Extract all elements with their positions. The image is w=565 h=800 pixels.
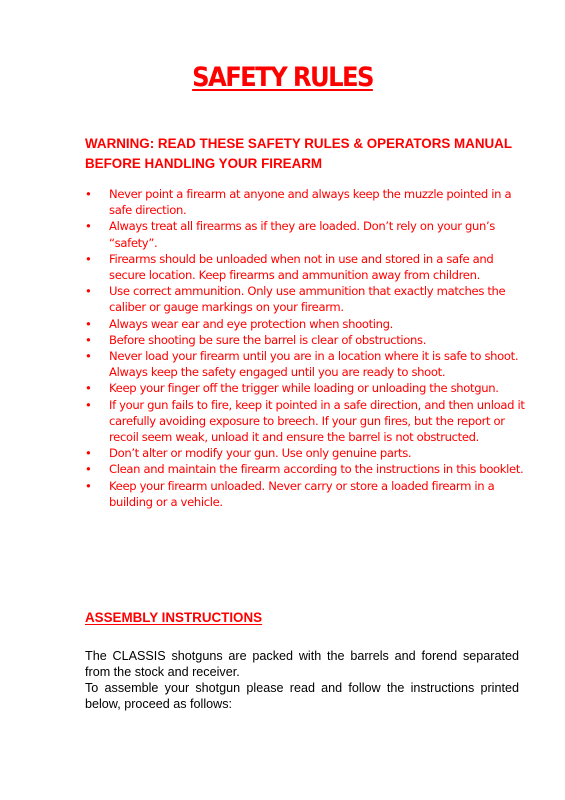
bullet-icon: • <box>85 446 92 461</box>
safety-rule-item <box>85 348 525 380</box>
safety-rule-text: Firearms should be unloaded when not in use and stored in a safe and secure location. Keep firearms and ammunition away from children. <box>109 251 494 283</box>
safety-rules-list <box>85 186 525 510</box>
bullet-icon: • <box>85 349 92 364</box>
warning-text: WARNING: READ THESE SAFETY RULES & OPERATORS MANUAL BEFORE HANDLING YOUR FIREARM <box>85 136 512 171</box>
safety-rule-item <box>85 218 525 250</box>
safety-rule-item <box>85 251 525 283</box>
bullet-icon: • <box>85 462 92 477</box>
safety-rule-text: Clean and maintain the firearm according to the instructions in this booklet. <box>109 462 524 477</box>
safety-rule-text: Never load your firearm until you are in a location where it is safe to shoot. Always keep the safety engaged until you are ready to shoot. <box>109 349 519 380</box>
bullet-icon: • <box>85 332 92 347</box>
safety-rule-item <box>85 461 525 477</box>
safety-rule-text: Keep your firearm unloaded. Never carry or store a loaded firearm in a building or a vehicle. <box>109 478 495 509</box>
safety-rule-text: If your gun fails to fire, keep it pointed in a safe direction, and then unload it carefully avoiding exposure to breech. If your gun fires, but the report or recoil seem weak, unload it and ensure the barrel is not obstructed. <box>109 397 525 445</box>
bullet-icon: • <box>85 397 92 412</box>
safety-rule-item <box>85 478 525 510</box>
safety-rule-text: Before shooting be sure the barrel is clear of obstructions. <box>109 332 427 347</box>
safety-rule-text: Keep your finger off the trigger while loading or unloading the shotgun. <box>109 381 499 396</box>
safety-rule-item <box>85 397 525 446</box>
assembly-heading: ASSEMBLY INSTRUCTIONS <box>85 610 263 625</box>
bullet-icon: • <box>85 284 92 299</box>
safety-rule-item <box>85 316 525 332</box>
bullet-icon: • <box>85 478 92 493</box>
safety-rule-item <box>85 332 525 348</box>
bullet-icon: • <box>85 316 92 331</box>
safety-rule-item <box>85 186 525 218</box>
safety-rule-item <box>85 283 525 315</box>
safety-rule-text: Use correct ammunition. Only use ammunition that exactly matches the caliber or gauge markings on your firearm. <box>109 284 506 315</box>
assembly-paragraph-2: To assemble your shotgun please read and follow the instructions printed below, proceed as follows: <box>85 681 519 711</box>
bullet-icon: • <box>85 381 92 396</box>
page-title: SAFETY RULES <box>192 62 373 93</box>
safety-rule-item <box>85 445 525 461</box>
bullet-icon: • <box>85 219 92 234</box>
bullet-icon: • <box>85 251 92 266</box>
safety-rule-text: Don’t alter or modify your gun. Use only genuine parts. <box>109 446 412 461</box>
safety-rule-item <box>85 380 525 396</box>
safety-rule-text: Always treat all firearms as if they are loaded. Don’t rely on your gun’s “safety”. <box>109 219 495 250</box>
safety-rule-text: Always wear ear and eye protection when shooting. <box>109 316 393 331</box>
bullet-icon: • <box>85 187 92 201</box>
assembly-paragraph-1: The CLASSIS shotguns are packed with the barrels and forend separated from the stock and receiver. <box>85 649 519 679</box>
safety-rule-text: Never point a firearm at anyone and always keep the muzzle pointed in a safe direction. <box>109 187 512 218</box>
